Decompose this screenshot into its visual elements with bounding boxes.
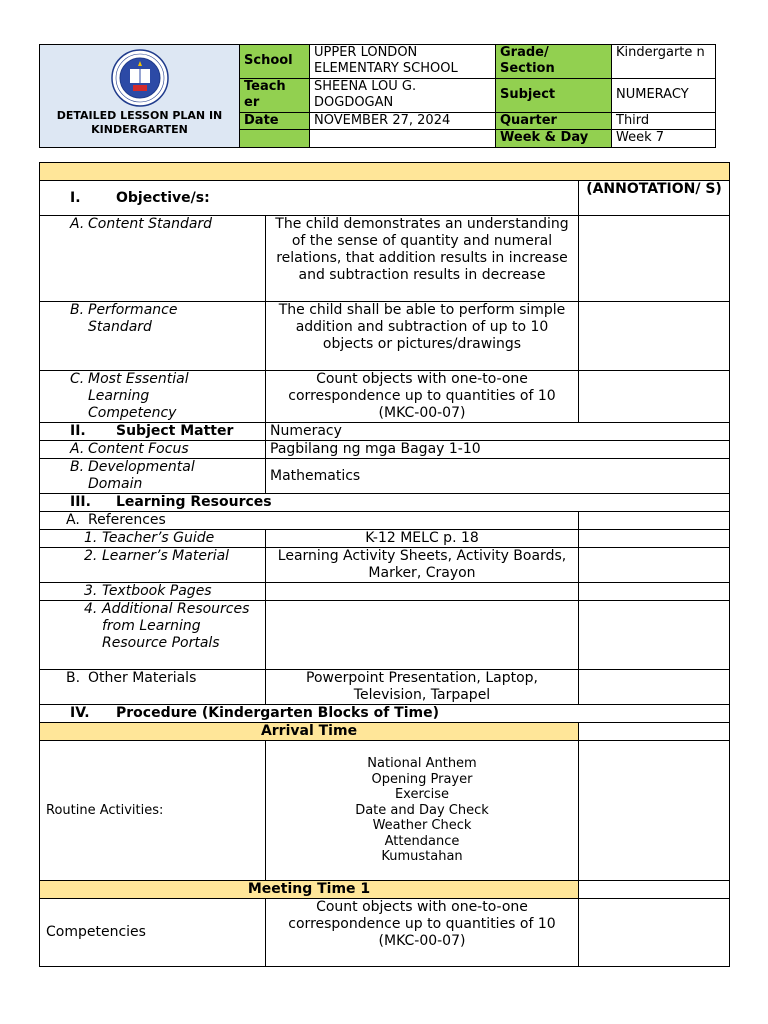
learners-material-label: 2. Learner’s Material [40, 548, 266, 583]
section-num: I. [70, 189, 81, 206]
annotation-cell [579, 881, 730, 899]
annotation-cell [579, 601, 730, 670]
grade-value: Kindergarte n [612, 45, 716, 79]
blank-label [240, 130, 310, 148]
list-item: Weather Check [372, 818, 472, 834]
list-item: Attendance [384, 833, 460, 849]
quarter-label: Quarter [496, 112, 612, 130]
header-table [39, 44, 716, 148]
content-standard-label: A. Content Standard [40, 216, 266, 302]
teachers-guide-label: 1. Teacher’s Guide [40, 530, 266, 548]
list-item: Kumustahan [381, 849, 463, 865]
teachers-guide-value: K-12 MELC p. 18 [266, 530, 579, 548]
annotation-cell [579, 302, 730, 371]
annotation-cell [579, 530, 730, 548]
quarter-value: Third [612, 112, 716, 130]
routine-activities-list [266, 741, 579, 881]
routine-activities-label: Routine Activities: [40, 741, 266, 881]
annotation-cell [579, 670, 730, 705]
meeting-time-1-header: Meeting Time 1 [40, 881, 579, 899]
logo-title: DETAILED LESSON PLAN IN KINDERGARTEN [56, 109, 223, 136]
content-focus-label: A. Content Focus [40, 441, 266, 459]
section-learning-resources: III. Learning Resources [40, 494, 730, 512]
school-label: School [240, 45, 310, 79]
annotation-cell [579, 899, 730, 967]
list-item: Opening Prayer [371, 771, 473, 787]
annotation-cell [579, 512, 730, 530]
grade-label: Grade/ Section [496, 45, 612, 79]
section-procedure: IV. Procedure (Kindergarten Blocks of Time) [40, 705, 730, 723]
subject-value: NUMERACY [612, 78, 716, 112]
content-standard-value: The child demonstrates an understanding of the sense of quantity and numeral relations, that addition results in increase and subtraction results in decrease [266, 216, 579, 302]
other-materials-label: B. Other Materials [40, 670, 266, 705]
content-focus-value: Pagbilang ng mga Bagay 1-10 [266, 441, 730, 459]
list-item: Date and Day Check [355, 802, 489, 818]
section-subject-matter: II. Subject Matter [40, 423, 266, 441]
lesson-plan-table [39, 162, 730, 967]
arrival-time-header: Arrival Time [40, 723, 579, 741]
deped-seal-icon [111, 49, 169, 107]
section-title: Objective/s: [116, 189, 210, 206]
textbook-pages-value [266, 583, 579, 601]
references-label: A. References [40, 512, 579, 530]
teacher-value: SHEENA LOU G. DOGDOGAN [310, 78, 496, 112]
week-value: Week 7 [612, 130, 716, 148]
annotation-cell [579, 371, 730, 423]
annotation-header: (ANNOTATION/ S) [579, 181, 730, 216]
list-item: Exercise [394, 787, 450, 803]
competencies-value: Count objects with one-to-one correspondence up to quantities of 10 (MKC-00-07) [266, 899, 579, 967]
teacher-label: Teach er [240, 78, 310, 112]
subject-label: Subject [496, 78, 612, 112]
additional-resources-value [266, 601, 579, 670]
list-item: National Anthem [367, 756, 477, 772]
logo-cell [40, 45, 240, 148]
annotation-cell [579, 548, 730, 583]
annotation-cell [579, 723, 730, 741]
melc-value: Count objects with one-to-one correspondence up to quantities of 10 (MKC-00-07) [266, 371, 579, 423]
textbook-pages-label: 3. Textbook Pages [40, 583, 266, 601]
subject-matter-value: Numeracy [266, 423, 730, 441]
additional-resources-label: 4. Additional Resources from Learning Resource Portals [40, 601, 266, 670]
melc-label: C. Most Essential Learning Competency [40, 371, 266, 423]
annotation-cell [579, 583, 730, 601]
date-value: NOVEMBER 27, 2024 [310, 112, 496, 130]
developmental-domain-value: Mathematics [266, 459, 730, 494]
performance-standard-value: The child shall be able to perform simple addition and subtraction of up to 10 objects or pictures/drawings [266, 302, 579, 371]
top-yellow-band [40, 163, 730, 181]
week-label: Week & Day [496, 130, 612, 148]
annotation-cell [579, 741, 730, 881]
learners-material-value: Learning Activity Sheets, Activity Boards, Marker, Crayon [266, 548, 579, 583]
developmental-domain-label: B. Developmental Domain [40, 459, 266, 494]
school-value: UPPER LONDON ELEMENTARY SCHOOL [310, 45, 496, 79]
blank-value [310, 130, 496, 148]
performance-standard-label: B. Performance Standard [40, 302, 266, 371]
annotation-cell [579, 216, 730, 302]
section-objectives [40, 181, 579, 216]
date-label: Date [240, 112, 310, 130]
competencies-label: Competencies [40, 899, 266, 967]
other-materials-value: Powerpoint Presentation, Laptop, Television, Tarpapel [266, 670, 579, 705]
